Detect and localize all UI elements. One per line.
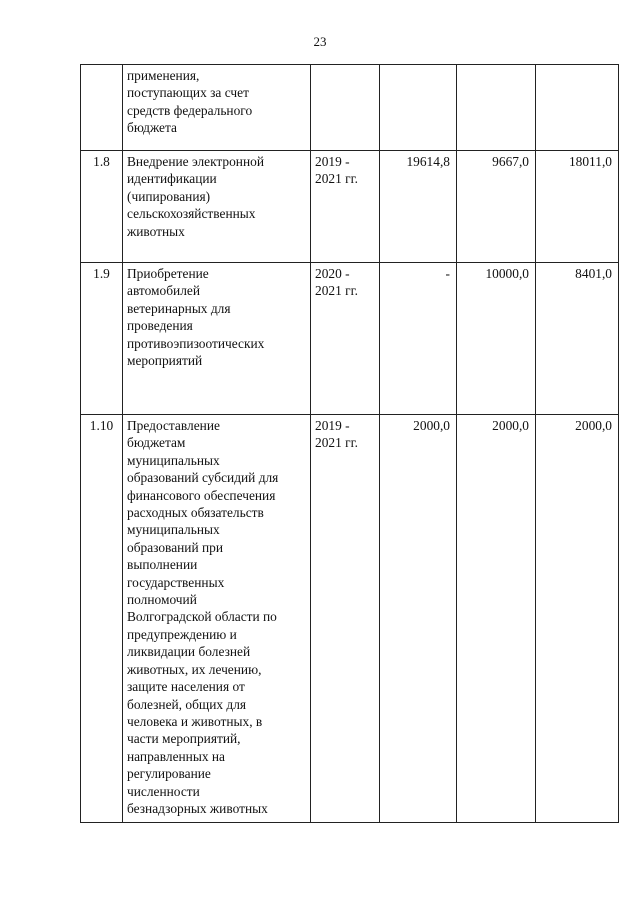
activity-name: применения, поступающих за счет средств федерального бюджета xyxy=(123,65,311,151)
activity-name: Внедрение электронной идентификации (чипирования) сельскохозяйственных животных xyxy=(123,151,311,263)
period: 2020 - 2021 гг. xyxy=(311,263,380,415)
table-row xyxy=(81,65,619,151)
value-2021 xyxy=(536,65,619,151)
page-number: 23 xyxy=(313,34,327,49)
value-2021: 2000,0 xyxy=(536,415,619,823)
value-2020: 2000,0 xyxy=(457,415,536,823)
value-2020 xyxy=(457,65,536,151)
activity-name: Предоставление бюджетам муниципальных образований субсидий для финансового обеспечения расходных обязательств муниципальных образований при выполнении государственных полномочий Волгоградской области по предупреждению и ликвидации болезней животных, их лечению, защите населения от болезней, общих для человека и животных, в части мероприятий, направленных на регулирование численности безнадзорных животных xyxy=(123,415,311,823)
value-2020: 9667,0 xyxy=(457,151,536,263)
period: 2019 - 2021 гг. xyxy=(311,415,380,823)
row-number: 1.8 xyxy=(81,151,123,263)
row-number: 1.10 xyxy=(81,415,123,823)
value-2019: 19614,8 xyxy=(380,151,457,263)
value-2019: 2000,0 xyxy=(380,415,457,823)
period: 2019 - 2021 гг. xyxy=(311,151,380,263)
value-2019: - xyxy=(380,263,457,415)
value-2019 xyxy=(380,65,457,151)
table-row xyxy=(81,263,619,415)
activity-name: Приобретение автомобилей ветеринарных для проведения противоэпизоотических мероприятий xyxy=(123,263,311,415)
table-row xyxy=(81,415,619,823)
value-2020: 10000,0 xyxy=(457,263,536,415)
row-number xyxy=(81,65,123,151)
period xyxy=(311,65,380,151)
row-number: 1.9 xyxy=(81,263,123,415)
budget-table xyxy=(80,64,619,823)
value-2021: 18011,0 xyxy=(536,151,619,263)
table-row xyxy=(81,151,619,263)
value-2021: 8401,0 xyxy=(536,263,619,415)
